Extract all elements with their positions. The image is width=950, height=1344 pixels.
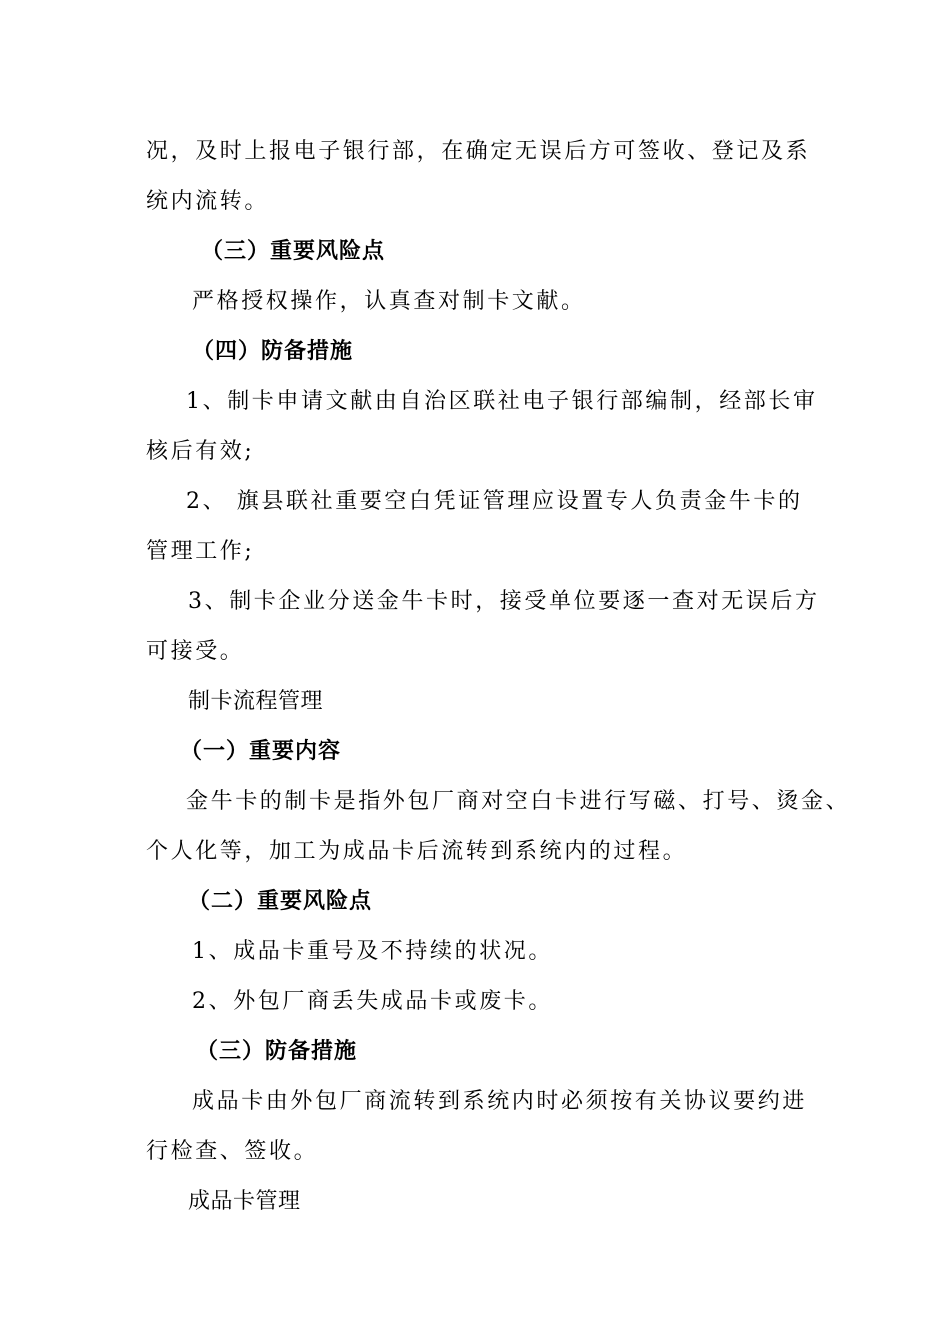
subsection-heading: （四）防备措施 <box>192 339 354 364</box>
list-item: 1、制卡申请文献由自治区联社电子银行部编制，经部长审 <box>186 389 818 414</box>
paragraph-line: 核后有效; <box>146 439 255 464</box>
subsection-heading: （三）防备措施 <box>196 1039 358 1064</box>
paragraph-line: 可接受。 <box>146 639 245 664</box>
paragraph-line: 行检查、签收。 <box>146 1139 319 1164</box>
subsection-heading: （一）重要内容 <box>180 739 342 764</box>
section-heading: 成品卡管理 <box>188 1189 301 1214</box>
paragraph-line: 成品卡由外包厂商流转到系统内时必须按有关协议要约进 <box>192 1089 808 1114</box>
paragraph-line: 个人化等，加工为成品卡后流转到系统内的过程。 <box>146 839 688 864</box>
list-item: 1、成品卡重号及不持续的状况。 <box>192 939 553 964</box>
subsection-heading: （三）重要风险点 <box>201 239 386 264</box>
list-item: 2、 旗县联社重要空白凭证管理应设置专人负责金牛卡的 <box>186 489 803 514</box>
paragraph-line: 严格授权操作，认真查对制卡文献。 <box>192 289 586 314</box>
subsection-heading: （二）重要风险点 <box>188 889 373 914</box>
paragraph-line: 管理工作; <box>146 539 255 564</box>
list-item: 3、制卡企业分送金牛卡时，接受单位要逐一查对无误后方 <box>188 589 820 614</box>
list-item: 2、外包厂商丢失成品卡或废卡。 <box>192 989 553 1014</box>
section-heading: 制卡流程管理 <box>188 689 324 714</box>
paragraph-line: 金牛卡的制卡是指外包厂商对空白卡进行写磁、打号、烫金、 <box>186 789 851 814</box>
paragraph-line: 统内流转。 <box>146 189 270 214</box>
paragraph-line: 况，及时上报电子银行部，在确定无误后方可签收、登记及系 <box>146 139 811 164</box>
